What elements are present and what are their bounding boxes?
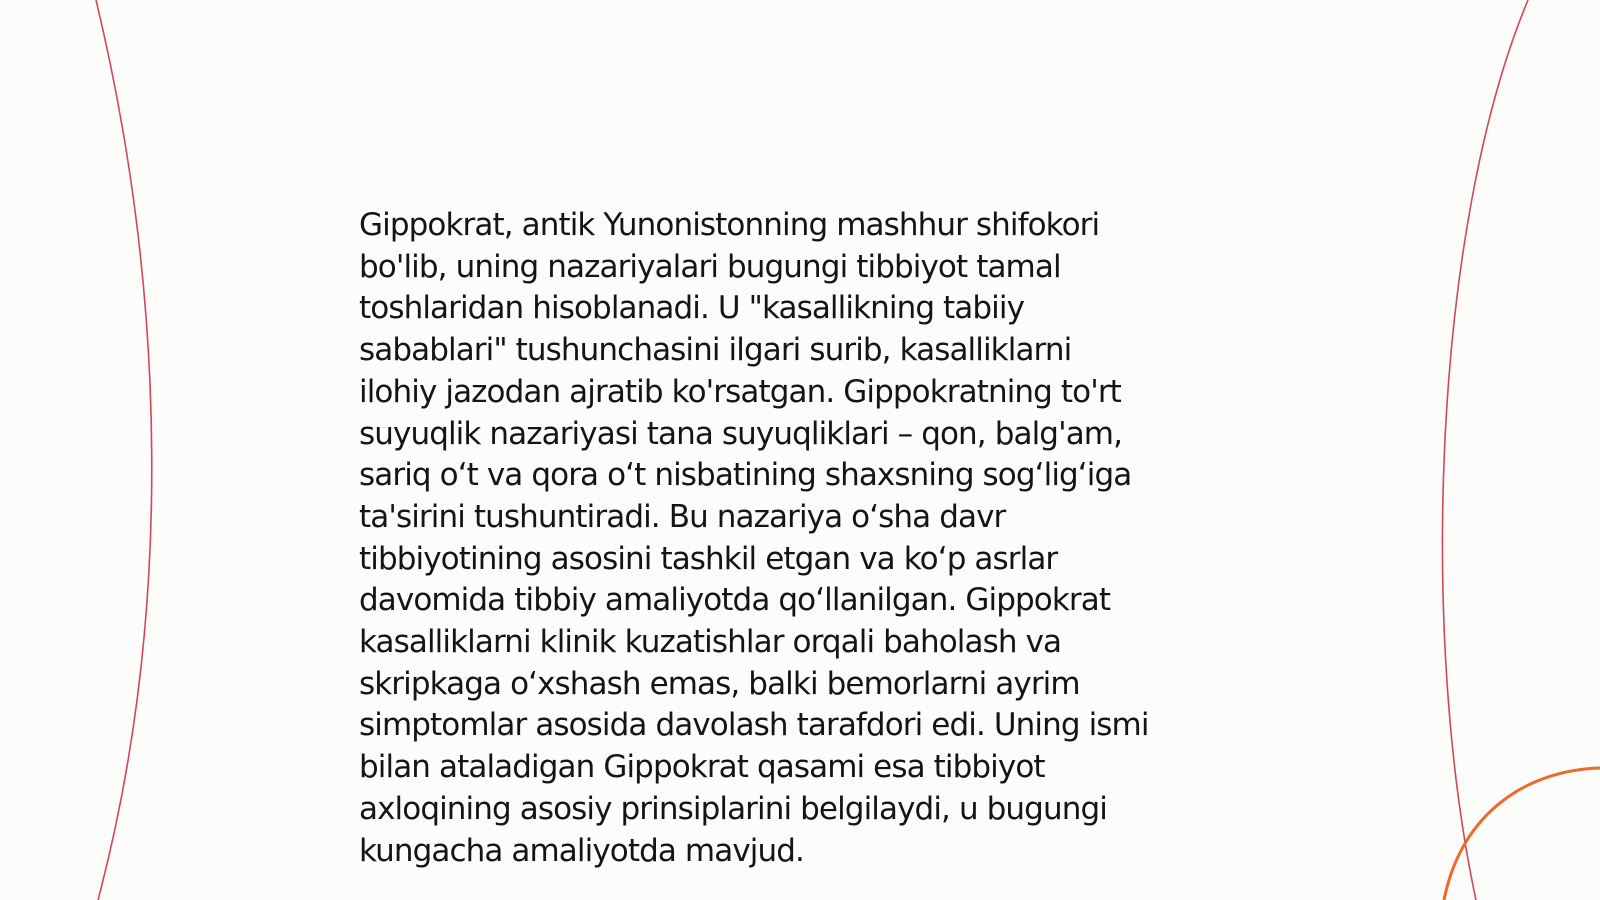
text-line: kungacha amaliyotda mavjud. (359, 832, 804, 869)
text-line: sabablari" tushunchasini ilgari surib, kasalliklarni (359, 332, 1072, 369)
right-curve (1442, 0, 1528, 900)
text-line: kasalliklarni klinik kuzatishlar orqali baholash va (359, 624, 1062, 661)
text-line: suyuqlik nazariyasi tana suyuqliklari – qon, balg'am, (359, 415, 1123, 452)
text-line: ta'sirini tushuntiradi. Bu nazariya o‘sha davr (359, 498, 1006, 535)
text-line: simptomlar asosida davolash tarafdori edi. Uning ismi (359, 707, 1149, 744)
text-line: Gippokrat, antik Yunonistonning mashhur shifokori (359, 207, 1100, 243)
text-line: ilohiy jazodan ajratib ko'rsatgan. Gippokratning to'rt (359, 373, 1121, 410)
text-line: sariq o‘t va qora o‘t nisbatining shaxsning sog‘lig‘iga (359, 457, 1132, 494)
text-line: davomida tibbiy amaliyotda qo‘llanilgan. Gippokrat (359, 582, 1111, 619)
text-line: bo'lib, uning nazariyalari bugungi tibbiyot tamal (359, 248, 1061, 285)
text-line: axloqining asosiy prinsiplarini belgilaydi, u bugungi (359, 790, 1107, 827)
text-line: tibbiyotining asosini tashkil etgan va ko‘p asrlar (359, 540, 1058, 577)
text-line: toshlaridan hisoblanadi. U "kasallikning tabiiy (359, 290, 1025, 327)
left-curve (96, 0, 152, 900)
orange-arc (1444, 768, 1600, 900)
text-line: skripkaga o‘xshash emas, balki bemorlarni ayrim (359, 665, 1080, 702)
text-line: bilan ataladigan Gippokrat qasami esa tibbiyot (359, 749, 1045, 786)
body-text (359, 205, 1259, 872)
